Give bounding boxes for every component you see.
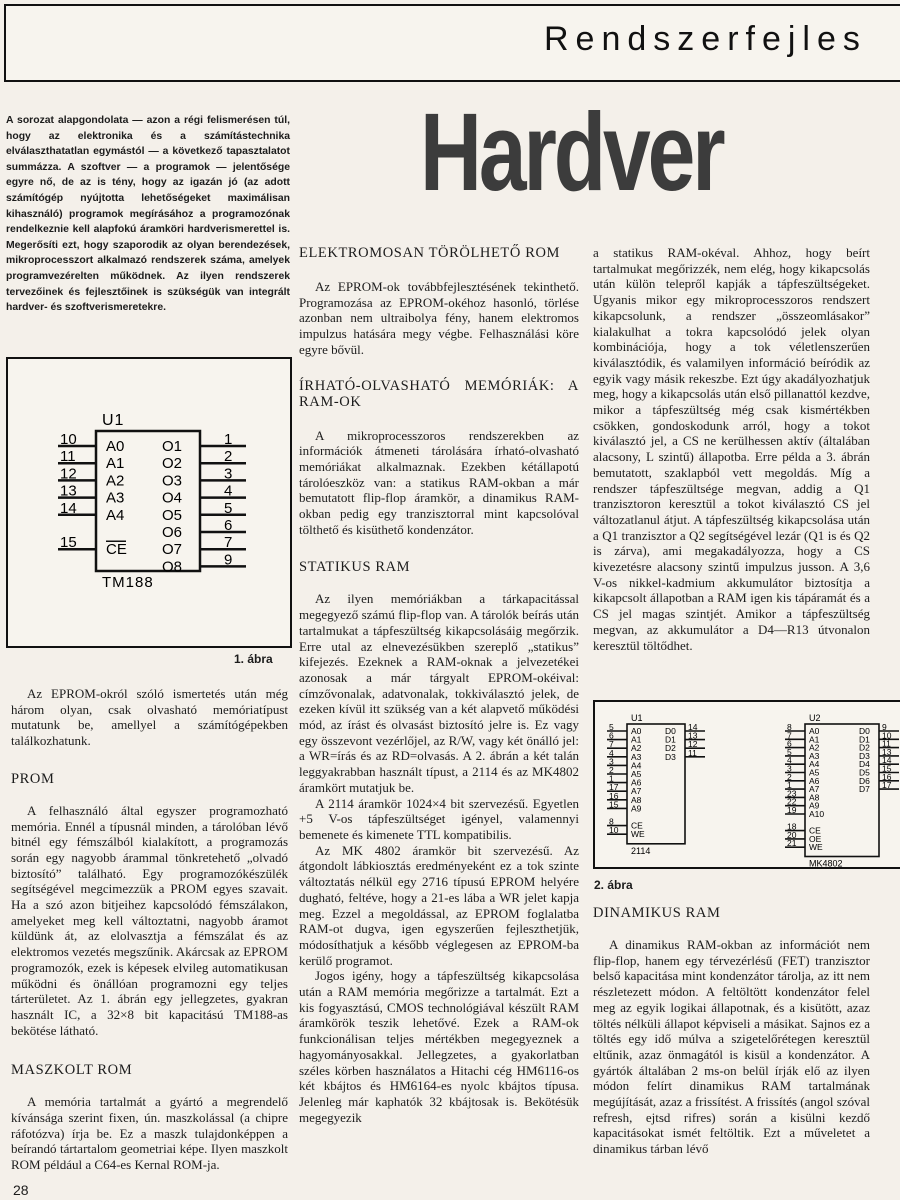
- column-3-lower: [593, 905, 870, 1157]
- chip-designator: U2: [809, 713, 821, 723]
- static-ram-paragraph-4: Jogos igény, hogy a tápfeszültség kikapcsolása után a RAM memória megőrizze a tartalmát. Ezt a kis fogyasztású, CMOS technológiával készült RAM áramkörök teszik lehetővé. Ezek a RAM-ok funkcionálisan teljes mértékben megegyeznek a hagyományosakkal. Jellegzetes, a gyakorlatban széles körben használatos a Hitachi cég HM6116-os két kbájtos és HM6164-es nyolc kbájtos típusa. Jelenleg már kaphatók 32 kbájtosak is. Bekötésük megegyezik: [299, 968, 579, 1125]
- pin-number: 23: [787, 788, 797, 799]
- pin-number: 10: [609, 825, 619, 836]
- prom-heading: PROM: [11, 770, 55, 787]
- pin-label: A2: [809, 742, 820, 753]
- pin-number: 15: [60, 534, 77, 552]
- pin-number: 12: [60, 465, 77, 483]
- pin-number: 1: [787, 780, 792, 791]
- pin-label: A5: [631, 769, 642, 779]
- pin-label: D4: [859, 759, 870, 770]
- pin-number: 6: [224, 517, 233, 534]
- chip-designator: U1: [631, 713, 643, 723]
- pin-label: D7: [859, 784, 870, 795]
- pin-label: O3: [162, 472, 183, 490]
- pin-label: A3: [106, 489, 125, 507]
- pin-number: 2: [609, 765, 614, 775]
- pin-label: A2: [631, 743, 642, 754]
- pin-label: D0: [859, 726, 870, 736]
- pin-label: A4: [106, 506, 125, 524]
- pin-label: A5: [809, 767, 820, 778]
- pin-number: 10: [60, 431, 77, 448]
- pin-number: 18: [787, 821, 797, 832]
- pin-label: A6: [631, 777, 642, 788]
- ram-paragraph: A mikroprocesszoros rendszerekben az információk átmeneti tárolására írható-olvasható memóriákat alkalmaznak. Ezekben kétállapotú tárolóeszköz van: a statikus RAM-okban a már bemutatott flip-flop áramkör, a dinamikus RAM-okban pedig egy tranzisztorral mint kapcsolóval tölthető és kisüthető kondenzátor.: [299, 427, 579, 537]
- pin-number: 13: [60, 482, 77, 500]
- pin-label: A4: [631, 760, 642, 771]
- static-ram-paragraph-2: A 2114 áramkör 1024×4 bit szervezésű. Egyetlen +5 V-os tápfeszültséget igényel, valamennyi bemenete és kimenete TTL kompatibilis.: [299, 795, 579, 842]
- chip-designator: U1: [102, 412, 125, 429]
- pin-number: 10: [882, 730, 892, 741]
- pin-number: 11: [60, 448, 76, 466]
- pin-label: A9: [809, 800, 820, 811]
- pin-number: 14: [60, 499, 77, 517]
- figure-2-frame: [593, 700, 900, 869]
- column-2: [299, 245, 579, 1125]
- pin-number: 11: [688, 747, 697, 758]
- dynamic-ram-paragraph: A dinamikus RAM-okban az információt nem flip-flop, hanem egy térvezérlésű (FET) tranzisztor belső kapacitása mint kondenzátor tárolja, az itt nem részletezett módon. A feltöltött kondenzátor felel meg az egyik logikai állapotnak, és a kisütött, azaz töltés nélküli állapot képviseli a másikat. Sajnos ez a töltés egy idő múlva a szigetelőrétegen keresztül eltűnik, azaz önmagától is kisül a kondenzátor. A gyártók általában 2 ms-on belül írják elő az ilyen módon felírt dinamikus RAM tartalmának megújítását, azaz a frissítést. A frissítés (angol szóval refresh, ejtsd rifres) során a kisülni kezdő kapacitásokat ismét feltöltik. Ezt a műveletet a dinamikus tárban lévő: [593, 937, 870, 1157]
- pin-label: D2: [859, 742, 870, 753]
- pin-label: D3: [859, 750, 870, 761]
- cmos-ram-paragraph: a statikus RAM-okéval. Ahhoz, hogy beírt tartalmukat megőrizzék, nem elég, hogy kikapcsolás után külön telepről kapják a tápfeszültségeket. Ugyanis mikor egy mikroprocesszoros rendszert kikapcsolunk, a rendszer „összeomlásakor” kialakulhat a tokra kapcsolódó jelek olyan kombinációja, hogy a tok véletlenszerűen kiválasztódik, és valamilyen információ beíródik az egyik vagy másik rekeszbe. Ezt úgy akadályozhatjuk meg, hogy a kikapcsolás után első pillanattól kezdve, mikor a tápfeszültség még csak kismértékben csökken, gondoskodunk arról, hogy a tokot kiválasztó jel, a CS ne kerülhessen aktív (általában alacsony, L szintű) állapotba. Erre példa a 3. ábrán bemutatott, szaklapból vett megoldás. Míg a rendszer tápfeszültsége megvan, addig a Q1 tranzisztoron keresztül a tokot kiválasztó CS jel változatlanul átjut. A tápfeszültség kikapcsolása után a Q1 tranzisztor a Q2 segítségével lezár (Q1 is és Q2 is zárva), ami megakadályozza, hogy a CS kivezetésre alacsony szintű impulzus jusson. A 3,6 V-os nikkel-kadmium akkumulátor biztosítja a kikapcsolt állapotban a RAM igen kis tápáramát és a CS jel magas szintjét. Amikor a tápfeszültség megvan, az akkumulátor a D4—R13 útvonalon keresztül töltődhet.: [593, 245, 870, 653]
- chip-part-number: MK4802: [809, 858, 843, 867]
- pin-label: A7: [809, 784, 820, 795]
- pin-number: 3: [609, 756, 614, 767]
- pin-label: O4: [162, 489, 183, 507]
- pin-label: D1: [859, 734, 870, 745]
- section-title: Rendszerfejles: [544, 20, 867, 58]
- figure-1-caption: 1. ábra: [234, 652, 273, 666]
- pin-number: 19: [787, 805, 797, 815]
- pin-number: 7: [609, 739, 614, 750]
- ram-heading: ÍRHATÓ-OLVASHATÓ MEMÓRIÁK: A RAM-OK: [299, 377, 579, 410]
- pin-label: A0: [809, 726, 820, 736]
- dynamic-ram-heading: DINAMIKUS RAM: [593, 905, 721, 921]
- pin-label: CE: [809, 825, 821, 836]
- pin-number: 7: [787, 730, 792, 741]
- pin-label: O7: [162, 541, 183, 559]
- pin-number: 16: [882, 771, 892, 782]
- pin-number: 8: [787, 722, 792, 732]
- pin-number: 4: [609, 747, 614, 758]
- pin-number: 2: [224, 448, 233, 466]
- pin-label: D3: [665, 751, 676, 762]
- pin-label: A0: [106, 438, 125, 455]
- eeprom-paragraph: Az EPROM-ok továbbfejlesztésének tekinthető. Programozása az EPROM-okéhoz hasonló, törlése azonban nem ultraibolya fény, hanem elektromos impulzus hatására megy végbe. Felhasználási köre egyre bővül.: [299, 279, 579, 357]
- pin-number: 17: [609, 782, 619, 793]
- pin-number: 1: [609, 773, 614, 784]
- pin-number: 21: [787, 838, 797, 849]
- pin-label: A1: [106, 455, 125, 473]
- pin-label: D1: [665, 734, 676, 745]
- pin-number: 16: [609, 790, 619, 801]
- static-ram-heading: STATIKUS RAM: [299, 559, 411, 576]
- pin-number: 4: [787, 755, 792, 766]
- pin-number: 3: [224, 465, 233, 483]
- pin-label: D0: [665, 726, 676, 736]
- pin-label: A9: [631, 803, 642, 814]
- figure-2-caption: 2. ábra: [594, 878, 633, 892]
- pin-label: A3: [809, 750, 820, 761]
- pin-label: WE: [809, 842, 823, 853]
- pin-label: A10: [809, 809, 825, 819]
- pin-label: CE: [631, 820, 643, 831]
- pin-number: 1: [224, 431, 233, 448]
- pin-label: A7: [631, 786, 642, 797]
- pin-label: WE: [631, 829, 645, 840]
- pin-number: 20: [787, 829, 797, 840]
- pin-label: O8: [162, 558, 183, 576]
- pin-number: 15: [609, 799, 619, 810]
- pin-number: 6: [609, 730, 614, 741]
- eeprom-heading: ELEKTROMOSAN TÖRÖLHETŐ ROM: [299, 245, 561, 261]
- pin-number: 13: [688, 730, 698, 741]
- pin-label: O2: [162, 455, 183, 473]
- pin-number: 12: [688, 739, 698, 750]
- figure-1-frame: [6, 357, 292, 648]
- figure-2-schematic: [595, 702, 900, 867]
- pin-number: 9: [882, 722, 887, 732]
- chip-part-number: TM188: [102, 574, 154, 591]
- masked-rom-paragraph: A memória tartalmát a gyártó a megrendelő kívánsága szerint fixen, ún. maszkolással (a chipre ráfotózva) írja be. Ez a maszk tulajdonképpen a beírandó tártartalom geometriai képe. Ilyen maszkolt ROM például a C64-es Kernal ROM-ja.: [11, 1094, 288, 1173]
- pin-label: A8: [809, 792, 820, 803]
- pin-number: 22: [787, 796, 797, 807]
- pin-label: D6: [859, 775, 870, 786]
- pin-number: 11: [882, 738, 891, 749]
- pin-number: 6: [787, 738, 792, 749]
- pin-number: 14: [688, 722, 698, 732]
- pin-label: O6: [162, 524, 183, 541]
- pin-number: 8: [609, 816, 614, 827]
- pin-number: 5: [787, 746, 792, 757]
- pin-label: O1: [162, 438, 183, 455]
- pin-number: 3: [787, 763, 792, 774]
- pin-number: 5: [224, 499, 233, 517]
- pin-label: CE: [106, 541, 127, 559]
- pin-label: D2: [665, 743, 676, 754]
- pin-label: A3: [631, 751, 642, 762]
- pin-label: A6: [809, 775, 820, 786]
- pin-number: 14: [882, 755, 892, 766]
- pin-number: 17: [882, 780, 892, 791]
- column-1: [11, 686, 288, 1173]
- pin-label: D5: [859, 767, 870, 778]
- pin-label: A0: [631, 726, 642, 736]
- pin-number: 13: [882, 746, 892, 757]
- pin-label: O5: [162, 506, 183, 524]
- pin-label: A1: [631, 734, 642, 745]
- pin-number: 15: [882, 763, 892, 774]
- static-ram-paragraph-3: Az MK 4802 áramkör bit szervezésű. Az átgondolt lábkiosztás eredményeként ez a tok szinte változtatás nélkül egy 2716 típusú EPROM helyére dugható, feltéve, hogy a 21-es lába a WR jelet kapja meg. Ezzel a megoldással, az EPROM foglalatba RAM-ot dugva, igen egyszerűen fejleszthetjük, módosíthatjuk a később véglegesen az EPROM-ba kerülő programot.: [299, 842, 579, 968]
- column-3: [593, 245, 870, 653]
- chip-part-number: 2114: [631, 845, 651, 856]
- pin-label: A1: [809, 734, 820, 745]
- article-headline: Hardver: [420, 91, 723, 214]
- page-number: 28: [13, 1182, 29, 1198]
- pin-label: OE: [809, 833, 822, 844]
- pin-label: A4: [809, 759, 820, 770]
- pin-number: 4: [224, 482, 233, 500]
- eprom-intro-paragraph: Az EPROM-okról szóló ismertetés után még három olyan, csak olvasható memóriatípust mutatunk be, amellyel a számítógépekben találkozhatunk.: [11, 686, 288, 749]
- prom-paragraph: A felhasználó által egyszer programozható memória. Ennél a típusnál minden, a tárolóban lévő bitnél egy fémszálból kialakított, a programozás során egy nagyobb árammal tönkretehető „olvadó biztosító” található. Egy programozókészülék segítségével megcimezzük a PROM egyes szavait. Ha a szó azon bitjeihez kapcsolódó fémszálakon, amelyeket meg kell változtatni, nagyobb áramot küldünk át, az elolvasztja a fémszálat és az elektromos vezetés megszűnik. Akárcsak az EPROM programozók, ezek is képesek elvileg automatikusan működni és önállóan programozni egy teljes tárterületet. Az 1. ábrán egy jellegzetes, gyakran használt IC, a 32×8 bit kapacitású TM188-as bekötése látható.: [11, 802, 288, 1038]
- pin-number: 2: [787, 771, 792, 782]
- masked-rom-heading: MASZKOLT ROM: [11, 1062, 133, 1079]
- lead-paragraph: A sorozat alapgondolata — azon a régi felismerésen túl, hogy az elektronika és a számítástechnika elválaszthatatlan egymástól — a következő tapasztalatot summázza. A szoftver — a programok — jelentősége egyre nő, de az is tény, hogy az igazán jó (az adott számítógép nyújtotta lehetőségeket maximálisan kihasználó) programok megírásához a programozónak rendelkeznie kell alapfokú áramköri hardverismerettel is. Megerősíti ezt, hogy szaporodik az olyan berendezések, mikroprocesszort alkalmazó rendszerek száma, amelyek programvezérelten működnek. Az ilyen rendszerek tervezőinek és fejlesztőinek is szükségük van integrált hardver- és szoftverismeretekre.: [6, 115, 290, 314]
- pin-number: 5: [609, 722, 614, 732]
- pin-number: 9: [224, 551, 233, 569]
- pin-number: 7: [224, 534, 233, 552]
- pin-label: A8: [631, 794, 642, 805]
- figure-1-schematic: [8, 359, 290, 646]
- pin-label: A2: [106, 472, 125, 490]
- static-ram-paragraph-1: Az ilyen memóriákban a tárkapacitással megegyező számú flip-flop van. A tárolók beírás után tartalmukat a tápfeszültség kikapcsolásáig megőrzik. Erre utal az elnevezésükben szereplő „statikus” kifejezés. Ezeknek a RAM-oknak a jelvezetékei azonosak a már tárgyalt EPROM-okéival: címzővonalak, adatvonalak, tokkiválasztó jelek, de ezeken kívül itt szükség van a két alapvető működési mód, az írást és olvasást biztosító jelre is. Ez vagy egy összevont vezérlőjel, az R/W, vagy két önálló jel: a WR=írás és az RD=olvasás. A 2. ábrán a két talán leggyakrabban használt típust, a 2114 és az MK4802 áramkört mutatjuk be.: [299, 591, 579, 795]
